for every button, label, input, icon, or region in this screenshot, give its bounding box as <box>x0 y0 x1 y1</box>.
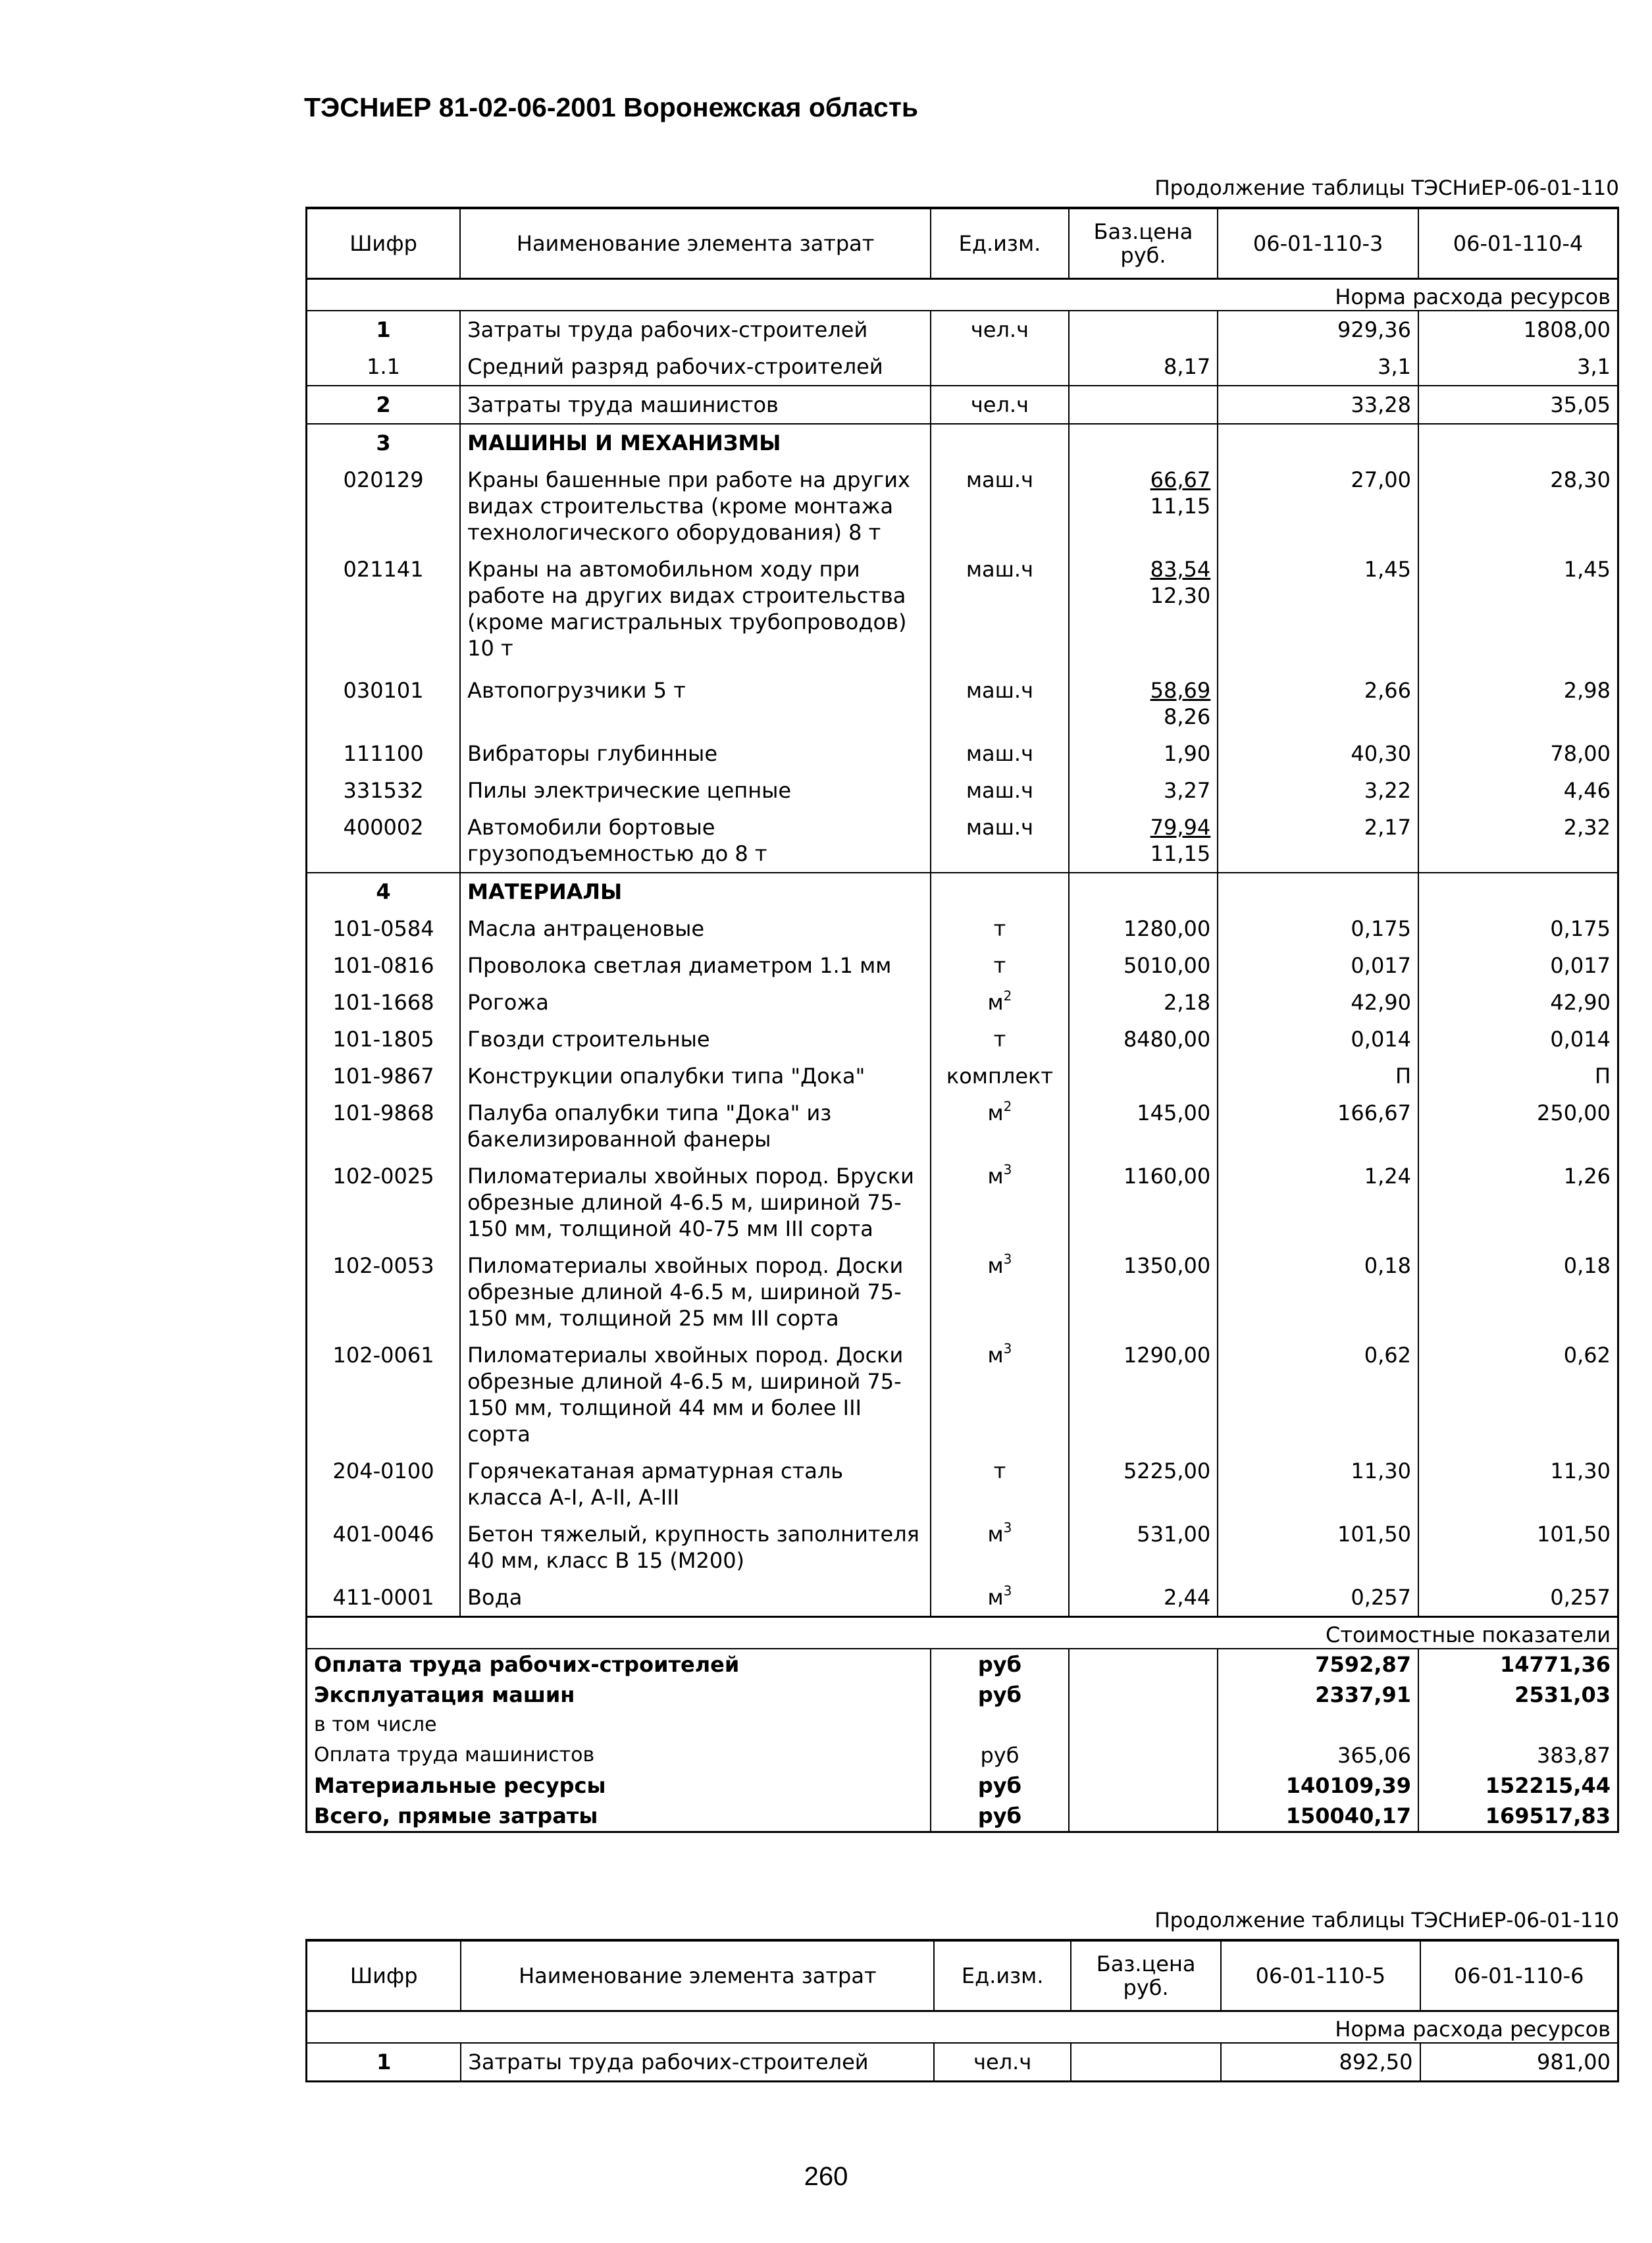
header-col-b: 06-01-110-6 <box>1420 1940 1618 2011</box>
unit-superscript: 3 <box>1003 1520 1012 1535</box>
table-header <box>307 208 1618 279</box>
row-price <box>1069 1337 1218 1453</box>
row-name: Палуба опалубки типа "Дока" из бакелизированной фанеры <box>460 1095 931 1158</box>
row-unit-text: т <box>993 1027 1006 1052</box>
empty-cell <box>1418 873 1618 910</box>
cost-value-a: 150040,17 <box>1218 1801 1418 1832</box>
header-price-line2: руб. <box>1123 1975 1169 2000</box>
cost-unit: руб <box>931 1680 1068 1710</box>
row-price-machinist: 11,15 <box>1150 841 1211 866</box>
row-unit: чел.ч <box>934 2043 1071 2082</box>
empty-cell <box>1069 1801 1218 1832</box>
row-price-main: 2,18 <box>1164 990 1211 1015</box>
empty-cell <box>1069 1710 1218 1740</box>
cost-value-b <box>1418 1710 1618 1740</box>
table2-header <box>307 1940 1618 2011</box>
cost-label: Материальные ресурсы <box>307 1770 931 1801</box>
cost-value-a <box>1218 1710 1418 1740</box>
header-unit: Ед.изм. <box>931 208 1068 279</box>
row-code: 400002 <box>307 809 461 873</box>
row-unit <box>931 1021 1068 1058</box>
row-unit-text: маш.ч <box>966 678 1033 703</box>
row-unit-text: маш.ч <box>966 467 1033 492</box>
header-col-b: 06-01-110-4 <box>1418 208 1618 279</box>
row-name: Бетон тяжелый, крупность заполнителя 40 мм, класс В 15 (М200) <box>460 1516 931 1579</box>
cost-value-a: 365,06 <box>1218 1740 1418 1770</box>
row-price <box>1069 1158 1218 1247</box>
section-title: МАШИНЫ И МЕХАНИЗМЫ <box>460 424 931 461</box>
cost-row <box>307 1740 1618 1770</box>
empty-cell <box>1218 424 1418 461</box>
row-value-a: 0,014 <box>1218 1021 1418 1058</box>
empty-cell <box>1218 873 1418 910</box>
row-unit <box>931 947 1068 984</box>
row-value-b: 981,00 <box>1420 2043 1618 2082</box>
row-price-main: 66,67 <box>1150 467 1211 492</box>
cost-value-b: 2531,03 <box>1514 1682 1611 1707</box>
section-title: МАТЕРИАЛЫ <box>460 873 931 910</box>
row-price-main: 8,17 <box>1164 354 1211 379</box>
row-price <box>1069 910 1218 947</box>
section-code: 3 <box>307 424 461 461</box>
row-unit <box>931 772 1068 809</box>
row-value-b: 0,017 <box>1550 953 1611 978</box>
table-row <box>307 1247 1618 1337</box>
row-code: 101-1668 <box>307 984 461 1021</box>
row-value-b: 35,05 <box>1418 386 1618 424</box>
table-row <box>307 809 1618 873</box>
row-price-main: 145,00 <box>1137 1100 1211 1125</box>
row-unit-text: чел.ч <box>970 392 1029 417</box>
row-name: Пилы электрические цепные <box>460 772 931 809</box>
row-price <box>1069 461 1218 551</box>
cost-unit: руб <box>931 1649 1068 1680</box>
header-name: Наименование элемента затрат <box>461 1940 934 2011</box>
row-price-main: 5225,00 <box>1123 1458 1211 1483</box>
section-code: 4 <box>307 873 461 910</box>
table-row <box>307 386 1618 424</box>
empty-cell <box>1069 1770 1218 1801</box>
row-code: 102-0025 <box>307 1158 461 1247</box>
header-price <box>1069 208 1218 279</box>
row-value-b: 78,00 <box>1550 741 1611 766</box>
row-code: 401-0046 <box>307 1516 461 1579</box>
empty-cell <box>1069 1740 1218 1770</box>
row-unit-text: чел.ч <box>970 317 1029 342</box>
row-unit <box>931 386 1068 424</box>
row-name: Краны башенные при работе на других видах строительства (кроме монтажа технологического оборудования) 8 т <box>460 461 931 551</box>
row-value-b: 4,46 <box>1563 778 1611 803</box>
row-value-b: 0,62 <box>1563 1343 1611 1368</box>
row-name: Вода <box>460 1579 931 1617</box>
cost-unit: руб <box>931 1801 1068 1832</box>
row-code: 331532 <box>307 772 461 809</box>
row-code: 1.1 <box>307 348 461 386</box>
row-unit <box>931 348 1068 386</box>
row-unit <box>931 1158 1068 1247</box>
empty-cell <box>931 873 1068 910</box>
row-unit <box>931 551 1068 672</box>
row-code: 021141 <box>307 551 461 672</box>
row-unit <box>931 735 1068 772</box>
table2-continuation-label: Продолжение таблицы ТЭСНиЕР-06-01-110 <box>1154 1909 1619 1932</box>
row-price <box>1069 735 1218 772</box>
norma-row <box>307 2011 1618 2044</box>
cost-value-b: 152215,44 <box>1485 1773 1611 1798</box>
row-value-a: 1,45 <box>1218 551 1418 672</box>
header-code: Шифр <box>307 1940 461 2011</box>
row-code: 101-1805 <box>307 1021 461 1058</box>
row-unit <box>931 910 1068 947</box>
header-col-a: 06-01-110-5 <box>1221 1940 1420 2011</box>
cost-label: Эксплуатация машин <box>307 1680 931 1710</box>
header-code: Шифр <box>307 208 461 279</box>
cost-value-b: 14771,36 <box>1499 1652 1611 1677</box>
row-price-machinist: 12,30 <box>1150 583 1211 608</box>
row-code: 101-0584 <box>307 910 461 947</box>
empty-cell <box>1069 1680 1218 1710</box>
row-value-a: 42,90 <box>1218 984 1418 1021</box>
cost-row <box>307 1801 1618 1832</box>
row-code: 102-0061 <box>307 1337 461 1453</box>
row-price <box>1069 984 1218 1021</box>
norma-label: Норма расхода ресурсов <box>307 2011 1618 2044</box>
row-unit <box>931 1337 1068 1453</box>
row-unit <box>931 809 1068 873</box>
row-name: Рогожа <box>460 984 931 1021</box>
section-heading-row <box>307 873 1618 910</box>
row-price <box>1069 551 1218 672</box>
row-price <box>1069 947 1218 984</box>
row-code: 2 <box>307 386 461 424</box>
cost-heading: Стоимостные показатели <box>307 1617 1618 1649</box>
row-price-main: 1350,00 <box>1123 1253 1211 1278</box>
row-unit-text: маш.ч <box>966 815 1033 840</box>
document-title: ТЭСНиЕР 81-02-06-2001 Воронежская область <box>304 92 919 122</box>
row-price <box>1069 1453 1218 1516</box>
empty-cell <box>1069 1649 1218 1680</box>
unit-superscript: 3 <box>1003 1162 1012 1177</box>
row-name: Автомобили бортовые грузоподъемностью до 8 т <box>460 809 931 873</box>
row-price-main: 3,27 <box>1164 778 1211 803</box>
row-unit <box>931 1516 1068 1579</box>
row-price-main: 1160,00 <box>1123 1164 1211 1189</box>
row-code: 411-0001 <box>307 1579 461 1617</box>
header-unit: Ед.изм. <box>934 1940 1071 2011</box>
row-value-a: 101,50 <box>1218 1516 1418 1579</box>
cost-label: в том числе <box>307 1710 931 1740</box>
row-value-a: 11,30 <box>1218 1453 1418 1516</box>
row-price-main: 1,90 <box>1164 741 1211 766</box>
table-row <box>307 772 1618 809</box>
row-value-a: 0,017 <box>1218 947 1418 984</box>
table-row <box>307 1158 1618 1247</box>
row-value-a: 929,36 <box>1218 311 1418 348</box>
empty-cell <box>931 424 1068 461</box>
row-price <box>1069 1095 1218 1158</box>
row-price-main: 5010,00 <box>1123 953 1211 978</box>
row-price <box>1069 348 1218 386</box>
row-unit <box>931 984 1068 1021</box>
row-unit-text: м <box>987 1164 1004 1189</box>
empty-cell <box>1069 873 1218 910</box>
resource-table <box>305 207 1619 1833</box>
cost-label: Оплата труда машинистов <box>307 1740 931 1770</box>
cost-row <box>307 1710 1618 1740</box>
cost-unit: руб <box>931 1770 1068 1801</box>
row-value-a: 2,17 <box>1218 809 1418 873</box>
row-price <box>1069 809 1218 873</box>
unit-superscript: 3 <box>1003 1583 1012 1599</box>
cost-heading-row <box>307 1617 1618 1649</box>
row-value-a: 1,24 <box>1218 1158 1418 1247</box>
row-price <box>1069 1021 1218 1058</box>
cost-value-b: 169517,83 <box>1485 1803 1611 1828</box>
row-code: 102-0053 <box>307 1247 461 1337</box>
row-value-a: 3,22 <box>1218 772 1418 809</box>
row-unit-text: м <box>987 1343 1004 1368</box>
table-row <box>307 910 1618 947</box>
row-value-b: 11,30 <box>1550 1458 1611 1483</box>
row-price-main: 83,54 <box>1150 557 1211 582</box>
row-price-main: 1280,00 <box>1123 916 1211 941</box>
row-unit-text: маш.ч <box>966 778 1033 803</box>
row-price-machinist: 11,15 <box>1150 494 1211 519</box>
table-row <box>307 461 1618 551</box>
row-value-a: 33,28 <box>1218 386 1418 424</box>
table-row <box>307 1516 1618 1579</box>
table-row <box>307 1579 1618 1617</box>
row-code: 1 <box>307 311 461 348</box>
row-value-b: 3,1 <box>1577 354 1611 379</box>
row-name: Конструкции опалубки типа "Дока" <box>460 1058 931 1095</box>
row-price <box>1069 1579 1218 1617</box>
row-name: Пиломатериалы хвойных пород. Бруски обрезные длиной 4-6.5 м, шириной 75-150 мм, толщиной 40-75 мм III сорта <box>460 1158 931 1247</box>
row-unit-text: м <box>987 1522 1004 1547</box>
row-value-a: 2,66 <box>1218 672 1418 735</box>
row-name: Пиломатериалы хвойных пород. Доски обрезные длиной 4-6.5 м, шириной 75-150 мм, толщиной 44 мм и более III сорта <box>460 1337 931 1453</box>
row-name: Вибраторы глубинные <box>460 735 931 772</box>
header-name: Наименование элемента затрат <box>460 208 931 279</box>
row-price-machinist: 8,26 <box>1164 704 1211 729</box>
table-row <box>307 1021 1618 1058</box>
row-unit-text: м <box>987 1253 1004 1278</box>
norma-label: Норма расхода ресурсов <box>307 279 1618 311</box>
table-row <box>307 735 1618 772</box>
row-name: Гвозди строительные <box>460 1021 931 1058</box>
cost-row <box>307 1680 1618 1710</box>
row-name: Затраты труда рабочих-строителей <box>461 2043 934 2082</box>
row-unit-text: т <box>993 1458 1006 1483</box>
header-col-a: 06-01-110-3 <box>1218 208 1418 279</box>
empty-cell <box>1418 424 1618 461</box>
row-name: Затраты труда машинистов <box>460 386 931 424</box>
row-unit-text: маш.ч <box>966 741 1033 766</box>
row-value-b: 28,30 <box>1550 467 1611 492</box>
row-name: Проволока светлая диаметром 1.1 мм <box>460 947 931 984</box>
row-unit-text: т <box>993 953 1006 978</box>
row-unit-text: м <box>987 1100 1004 1125</box>
row-price-main: 1290,00 <box>1123 1343 1211 1368</box>
row-value-a: 0,18 <box>1218 1247 1418 1337</box>
row-unit-text: т <box>993 916 1006 941</box>
row-value-b: 1,26 <box>1563 1164 1611 1189</box>
row-unit-text: маш.ч <box>966 557 1033 582</box>
page-number: 260 <box>804 2162 848 2191</box>
unit-superscript: 2 <box>1003 988 1012 1004</box>
table-row <box>307 947 1618 984</box>
header-price-line1: Баз.цена <box>1093 219 1193 244</box>
row-value-a: 3,1 <box>1218 348 1418 386</box>
row-unit <box>931 1247 1068 1337</box>
empty-cell <box>1069 424 1218 461</box>
unit-superscript: 3 <box>1003 1251 1012 1267</box>
row-value-b: 0,257 <box>1550 1585 1611 1610</box>
cost-value-b: 383,87 <box>1537 1743 1611 1768</box>
row-price <box>1071 2043 1221 2082</box>
table-row <box>307 1058 1618 1095</box>
row-value-b: 2,32 <box>1563 815 1611 840</box>
row-price-main: 2,44 <box>1164 1585 1211 1610</box>
resource-table-2 <box>305 1939 1619 2082</box>
row-price <box>1069 672 1218 735</box>
row-price-main: 79,94 <box>1150 815 1211 840</box>
table-row <box>307 672 1618 735</box>
row-value-a: 27,00 <box>1218 461 1418 551</box>
row-code: 101-9867 <box>307 1058 461 1095</box>
row-price <box>1069 386 1218 424</box>
table-row <box>307 984 1618 1021</box>
row-unit-text: м <box>987 990 1004 1015</box>
cost-unit: руб <box>931 1740 1068 1770</box>
row-unit-text: комплект <box>946 1064 1053 1089</box>
unit-superscript: 3 <box>1003 1341 1012 1356</box>
row-code: 111100 <box>307 735 461 772</box>
cost-value-a: 140109,39 <box>1218 1770 1418 1801</box>
row-name: Средний разряд рабочих-строителей <box>460 348 931 386</box>
section-heading-row <box>307 424 1618 461</box>
row-price <box>1069 772 1218 809</box>
row-value-b: П <box>1594 1064 1611 1089</box>
table-row <box>307 551 1618 672</box>
row-unit-text: м <box>987 1585 1004 1610</box>
row-code: 101-0816 <box>307 947 461 984</box>
row-code: 204-0100 <box>307 1453 461 1516</box>
row-name: Пиломатериалы хвойных пород. Доски обрезные длиной 4-6.5 м, шириной 75-150 мм, толщиной 25 мм III сорта <box>460 1247 931 1337</box>
row-name: Масла антраценовые <box>460 910 931 947</box>
row-value-a: П <box>1218 1058 1418 1095</box>
table-row <box>307 2043 1618 2082</box>
row-unit <box>931 672 1068 735</box>
table-row <box>307 348 1618 386</box>
row-unit <box>931 461 1068 551</box>
row-value-b: 250,00 <box>1537 1100 1611 1125</box>
row-price-main: 531,00 <box>1137 1522 1211 1547</box>
table-row <box>307 1453 1618 1516</box>
row-value-b: 1808,00 <box>1523 317 1611 342</box>
cost-unit <box>931 1710 1068 1740</box>
row-price-main: 58,69 <box>1150 678 1211 703</box>
table-row <box>307 311 1618 348</box>
row-price <box>1069 1247 1218 1337</box>
row-value-b: 2,98 <box>1563 678 1611 703</box>
row-value-a: 0,62 <box>1218 1337 1418 1453</box>
row-name: Краны на автомобильном ходу при работе на других видах строительства (кроме магистральных трубопроводов) 10 т <box>460 551 931 672</box>
row-value-a: 166,67 <box>1218 1095 1418 1158</box>
row-price <box>1069 311 1218 348</box>
row-value-b: 101,50 <box>1537 1522 1611 1547</box>
table-row <box>307 1337 1618 1453</box>
row-code: 1 <box>307 2043 461 2082</box>
row-name: Горячекатаная арматурная сталь класса А-I, А-II, А-III <box>460 1453 931 1516</box>
row-code: 020129 <box>307 461 461 551</box>
header-price-line1: Баз.цена <box>1096 1951 1196 1976</box>
row-value-b: 0,18 <box>1563 1253 1611 1278</box>
row-value-b: 0,175 <box>1550 916 1611 941</box>
cost-row <box>307 1649 1618 1680</box>
row-value-a: 40,30 <box>1218 735 1418 772</box>
header-price <box>1071 1940 1221 2011</box>
row-value-a: 0,175 <box>1218 910 1418 947</box>
row-value-a: 892,50 <box>1221 2043 1420 2082</box>
cost-value-a: 7592,87 <box>1218 1649 1418 1680</box>
row-unit <box>931 1095 1068 1158</box>
unit-superscript: 2 <box>1003 1098 1012 1114</box>
row-price <box>1069 1516 1218 1579</box>
cost-row <box>307 1770 1618 1801</box>
row-unit <box>931 1453 1068 1516</box>
table-row <box>307 1095 1618 1158</box>
row-unit <box>931 1579 1068 1617</box>
row-code: 030101 <box>307 672 461 735</box>
row-value-b: 1,45 <box>1563 557 1611 582</box>
cost-value-a: 2337,91 <box>1218 1680 1418 1710</box>
cost-label: Всего, прямые затраты <box>307 1801 931 1832</box>
row-name: Затраты труда рабочих-строителей <box>460 311 931 348</box>
row-unit <box>931 311 1068 348</box>
header-price-line2: руб. <box>1120 243 1166 268</box>
row-code: 101-9868 <box>307 1095 461 1158</box>
norma-row <box>307 279 1618 311</box>
row-value-a: 0,257 <box>1218 1579 1418 1617</box>
row-price-main: 8480,00 <box>1123 1027 1211 1052</box>
table-continuation-label: Продолжение таблицы ТЭСНиЕР-06-01-110 <box>1154 176 1619 200</box>
row-value-b: 0,014 <box>1550 1027 1611 1052</box>
row-price <box>1069 1058 1218 1095</box>
row-name: Автопогрузчики 5 т <box>460 672 931 735</box>
row-value-b: 42,90 <box>1550 990 1611 1015</box>
row-unit <box>931 1058 1068 1095</box>
cost-label: Оплата труда рабочих-строителей <box>307 1649 931 1680</box>
